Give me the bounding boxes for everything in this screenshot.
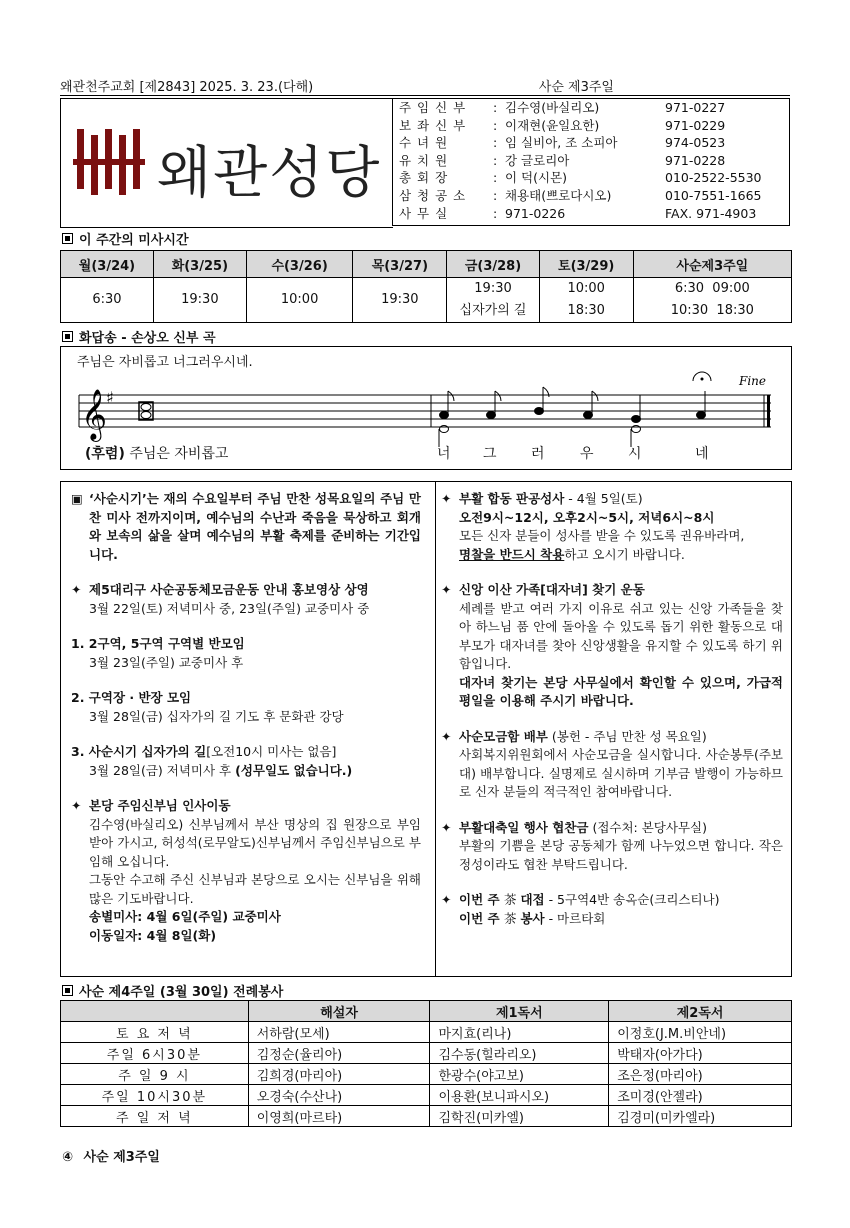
refrain-text: 주님은 자비롭고 (129, 446, 229, 462)
staff-row (393, 169, 789, 187)
service-person: 이영희(마르타) (248, 1106, 430, 1127)
staff-colon: : (493, 117, 498, 133)
psalm-section-title: 화답송 - 손상오 신부 곡 (62, 327, 216, 346)
service-person: 김희경(마리아) (248, 1064, 430, 1085)
square-bullet-icon (62, 331, 73, 342)
staff-role: 보 좌 신 부 (399, 117, 467, 133)
mass-time: 6:30 (92, 292, 122, 307)
psalm-text: 주님은 자비롭고 너그러우시네. (77, 355, 253, 370)
staff-phone: 010-2522-5530 (665, 170, 762, 186)
staff-role: 총 회 장 (399, 170, 449, 186)
staff-name: 강 글로리아 (505, 152, 570, 168)
star-bullet-icon: ✦ (71, 582, 82, 597)
lyric-syllable: 너 (437, 446, 451, 462)
square-bullet-icon: ▣ (71, 491, 83, 506)
easter-sponsor-notice: ✦ 부활대축일 행사 협찬금 (접수처: 본당사무실) 부활의 기쁨을 본당 공동체가 함께 나누었으면 합니다. 작은 정성이라도 협찬 부탁드립니다. (441, 819, 783, 872)
staff-name: 채용태(쁘로다시오) (505, 187, 612, 203)
mass-day-header: 금(3/28) (447, 251, 539, 278)
square-bullet-icon (62, 985, 73, 996)
refrain-label: (후렴) (85, 446, 125, 462)
staff-role: 주 임 신 부 (399, 100, 467, 115)
service-person: 마지효(리나) (430, 1022, 609, 1043)
star-bullet-icon: ✦ (441, 728, 452, 744)
mass-time: 6:30 09:00 (674, 281, 750, 296)
donation-box-notice: ✦ 사순모금함 배부 (봉헌 - 주님 만찬 성 목요일) 사회복지위원회에서 사순모금을 실시합니다. 사순봉투(주보대) 배부합니다. 실명제로 실시하며 기부금 발행이 가능하므로 신자 분들의 적극적인 참여바랍니다. (441, 728, 783, 799)
mass-time-cell (353, 278, 447, 323)
page-footer (62, 1146, 160, 1165)
staff-name: 임 실비아, 조 소피아 (505, 135, 618, 151)
service-person: 김학진(미카엘) (430, 1106, 609, 1127)
family-notice: ✦ 신앙 이산 가족[대자녀] 찾기 운동 세례를 받고 여러 가지 이유로 쉬고 있는 신앙 가족들을 찾아 하느님 품 안에 돌아올 수 있도록 돕기 위한 활동으로 대부모가 대자녀를 찾아 신앙생활을 유지할 수 있도록 하기 위함입니다. 대자녀 찾기는 본당 사무실에서 확인할 수 있으며, 가급적 평일을 이용해 주시기 바랍니다. (441, 582, 783, 708)
mass-time-cell (447, 278, 539, 323)
notice-3: 3. 사순시기 십자가의 길[오전10시 미사는 없음] 3월 28일(금) 저녁미사 후 (성무일도 없습니다.) (71, 744, 353, 778)
service-section-title: 사순 제4주일 (3월 30일) 전례봉사 (62, 981, 283, 1000)
staff-name: 971-0226 (505, 205, 566, 221)
service-person: 서하람(모세) (248, 1022, 430, 1043)
mass-time-cell (61, 278, 154, 323)
notice-2: 2. 구역장 · 반장 모임 3월 28일(금) 십자가의 길 기도 후 문화관 강당 (71, 690, 344, 724)
liturgy-service-table (60, 1000, 792, 1127)
star-bullet-icon: ✦ (71, 798, 82, 813)
bulletin-header (60, 76, 790, 95)
psalm-score (60, 346, 792, 470)
table-row (61, 1043, 792, 1064)
mass-section-title: 이 주간의 미사시간 (62, 229, 189, 248)
table-row (61, 1022, 792, 1043)
mass-schedule-table (60, 250, 792, 323)
video-notice: ✦ 제5대리구 사순공동체모금운동 안내 홍보영상 상영 3월 22일(토) 저녁미사 중, 23일(주일) 교중미사 중 (71, 582, 370, 616)
mass-time: 십자가의 길 (459, 303, 527, 318)
church-logo-icon (71, 121, 151, 201)
star-bullet-icon: ✦ (441, 491, 452, 506)
tea-icon: 茶 (503, 892, 517, 907)
svg-text:♯: ♯ (106, 388, 114, 407)
issue-info: 왜관천주교회 [제2843] 2025. 3. 23.(다해) (60, 80, 314, 95)
staff-row (393, 117, 789, 135)
mass-day-header: 수(3/26) (246, 251, 353, 278)
lyric-syllable: 러 (531, 446, 545, 462)
service-person: 김정순(율리아) (248, 1043, 430, 1064)
priest-transfer: ✦ 본당 주임신부님 인사이동 김수영(바실리오) 신부님께서 부산 명상의 집 원장으로 부임 받아 가시고, 허성석(로무알도)신부님께서 주임신부님으로 부임해 오십니다. 그동안 수고해 주신 신부님과 본당으로 오시는 신부님을 위해 많은 기도바랍니다. 송별미사: 4월 6일(주일) 교중미사 이동일자: 4월 8일(화) (71, 798, 421, 943)
lyric-syllable: 그 (483, 446, 497, 462)
service-header: 해설자 (248, 1001, 430, 1022)
staff-phone: 971-0229 (665, 117, 726, 133)
mass-day-header: 사순제3주일 (633, 251, 791, 278)
staff-row (393, 205, 789, 223)
staff-row (393, 187, 789, 205)
service-person: 이정호(J.M.비안네) (609, 1022, 792, 1043)
mass-time-cell (633, 278, 791, 323)
service-person: 박태자(아가다) (609, 1043, 792, 1064)
lent-intro: ▣ ‘사순시기’는 재의 수요일부터 주님 만찬 성목요일의 주님 만찬 미사 전까지이며, 예수님의 수난과 죽음을 묵상하고 회개와 보속의 삶을 살며 예수님의 부활 축제를 준비하는 기간입니다. (71, 490, 421, 564)
mass-time: 10:00 (567, 281, 605, 296)
mass-time: 10:30 18:30 (670, 303, 754, 318)
mass-time-cell (153, 278, 246, 323)
staff-phone: 971-0227 (665, 100, 726, 115)
staff-row (393, 134, 789, 152)
service-person: 오경숙(수산나) (248, 1085, 430, 1106)
service-header: 제1독서 (430, 1001, 609, 1022)
header-rule (60, 95, 790, 96)
mass-time: 19:30 (381, 292, 419, 307)
music-staff (61, 369, 791, 449)
staff-phone: 971-0228 (665, 152, 726, 168)
table-row (61, 1064, 792, 1085)
tea-icon: 茶 (503, 910, 517, 926)
footer-text: 사순 제3주일 (83, 1150, 160, 1165)
star-bullet-icon: ✦ (441, 819, 452, 835)
staff-colon: : (493, 170, 498, 186)
staff-role: 사 무 실 (399, 205, 449, 221)
news-right-column (441, 490, 783, 928)
mass-day-header: 월(3/24) (61, 251, 154, 278)
notice-1: 1. 2구역, 5구역 구역별 반모임 3월 23일(주일) 교중미사 후 (71, 636, 245, 670)
service-person: 김경미(미카엘라) (609, 1106, 792, 1127)
svg-text:𝄞: 𝄞 (81, 389, 108, 440)
staff-name: 이 덕(시몬) (505, 170, 568, 186)
lyric-syllable: 네 (695, 446, 709, 462)
service-person: 조미경(안젤라) (609, 1085, 792, 1106)
lyrics-row (61, 443, 791, 463)
service-slot: 주일 10시30분 (61, 1085, 249, 1106)
staff-colon: : (493, 187, 498, 203)
star-bullet-icon: ✦ (441, 892, 452, 907)
column-divider (435, 482, 436, 976)
mass-time: 19:30 (181, 292, 219, 307)
staff-phone: 010-7551-1665 (665, 187, 762, 203)
mass-time-cell (246, 278, 353, 323)
service-person: 이용환(보니파시오) (430, 1085, 609, 1106)
staff-colon: : (493, 205, 498, 221)
staff-name: 이재현(윤일요한) (505, 117, 600, 133)
weekly-duty: ✦ 이번 주 茶 대접 - 5구역4반 송옥순(크리스티나) 이번 주 茶 봉사 - 마르타회 (441, 892, 720, 926)
service-header: 제2독서 (609, 1001, 792, 1022)
service-slot: 주 일 저 녁 (61, 1106, 249, 1127)
staff-colon: : (493, 135, 498, 151)
staff-phone: 974-0523 (665, 135, 726, 151)
staff-phone: FAX. 971-4903 (665, 205, 757, 221)
mass-time-cell (539, 278, 633, 323)
mass-day-header: 목(3/27) (353, 251, 447, 278)
mass-time: 18:30 (567, 303, 605, 318)
square-bullet-icon (62, 233, 73, 244)
mass-time: 10:00 (280, 292, 319, 307)
service-slot: 주일 6시30분 (61, 1043, 249, 1064)
staff-colon: : (493, 152, 498, 168)
announcements-panel (60, 481, 792, 977)
service-person: 한광수(야고보) (430, 1064, 609, 1085)
lyric-syllable: 우 (580, 446, 594, 462)
staff-row (393, 152, 789, 170)
staff-role: 유 치 원 (399, 152, 449, 168)
page-number: ④ (62, 1150, 74, 1165)
service-person: 조은정(마리아) (609, 1064, 792, 1085)
news-left-column (71, 490, 421, 962)
star-bullet-icon: ✦ (441, 582, 452, 597)
mass-day-header: 토(3/29) (539, 251, 633, 278)
week-title: 사순 제3주일 (538, 80, 614, 95)
confession-notice: ✦ 부활 합동 판공성사 - 4월 5일(토) 오전9시~12시, 오후2시~5시, 저녁6시~8시 모든 신자 분들이 성사를 받을 수 있도록 권유바라며, 명찰을 반드시 착용하고 오시기 바랍니다. (441, 491, 745, 562)
service-slot: 주 일 9 시 (61, 1064, 249, 1085)
staff-row (393, 99, 789, 117)
staff-directory (392, 98, 790, 226)
staff-name: 김수영(바실리오) (505, 100, 600, 115)
service-header (61, 1001, 249, 1022)
table-row (61, 1085, 792, 1106)
lyric-syllable: 시 (628, 446, 642, 462)
service-slot: 토 요 저 녁 (61, 1022, 249, 1043)
logo-text: 왜관성당 (157, 141, 382, 206)
mass-time: 19:30 (474, 281, 512, 296)
logo-panel (60, 98, 393, 228)
mass-day-header: 화(3/25) (153, 251, 246, 278)
staff-role: 삼 청 공 소 (399, 187, 467, 203)
table-row (61, 1106, 792, 1127)
staff-role: 수 녀 원 (399, 135, 449, 151)
fine-marker: Fine (739, 374, 766, 388)
staff-colon: : (493, 100, 498, 115)
service-person: 김수동(힐라리오) (430, 1043, 609, 1064)
